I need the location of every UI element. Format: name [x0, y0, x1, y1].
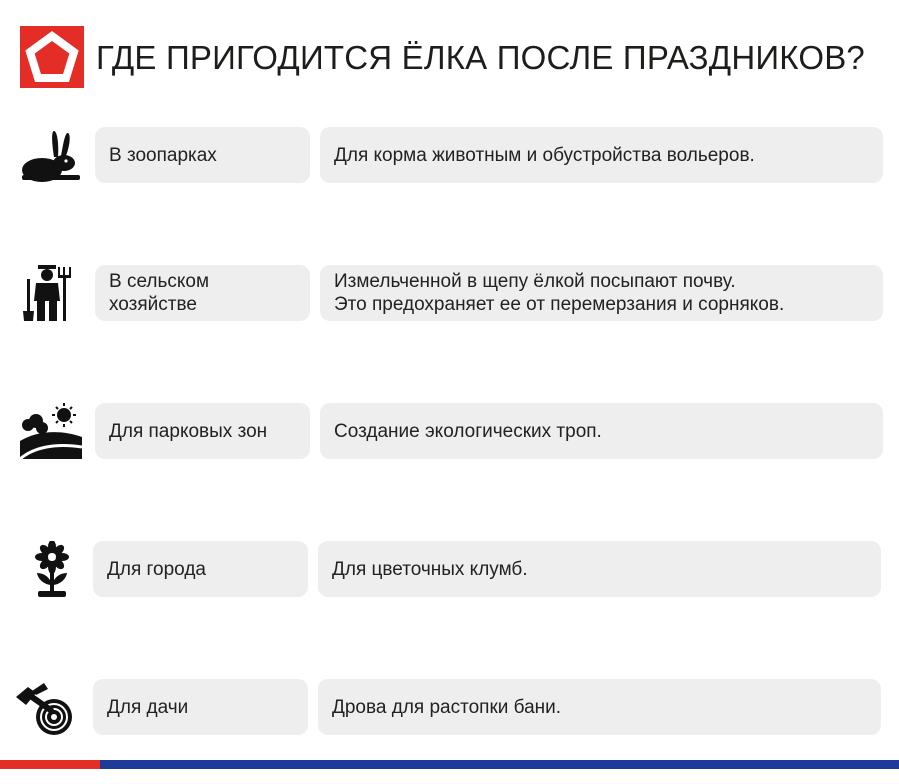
list-item	[0, 403, 899, 461]
bottom-color-bar	[0, 760, 899, 769]
use-description: Дрова для растопки бани.	[318, 679, 881, 735]
place-label: В зоопарках	[95, 127, 310, 183]
place-label: Для дачи	[93, 679, 308, 735]
farmer-icon	[16, 265, 82, 323]
red-stripe	[0, 760, 100, 769]
use-description: Создание экологических троп.	[320, 403, 883, 459]
use-description: Для цветочных клумб.	[318, 541, 881, 597]
list-item	[0, 679, 899, 737]
brand-logo	[20, 26, 84, 88]
flower-icon	[20, 541, 86, 599]
list-item	[0, 265, 899, 323]
place-label: Для города	[93, 541, 308, 597]
place-label: В сельском хозяйстве	[95, 265, 310, 321]
park-landscape-icon	[16, 403, 82, 461]
use-description: Измельченной в щепу ёлкой посыпают почву. Это предохраняет ее от перемерзания и сорняков.	[320, 265, 883, 321]
rabbit-icon	[16, 127, 82, 185]
page-title: ГДЕ ПРИГОДИТСЯ ЁЛКА ПОСЛЕ ПРАЗДНИКОВ?	[96, 39, 865, 76]
use-description: Для корма животным и обустройства вольеров.	[320, 127, 883, 183]
list-item	[0, 127, 899, 185]
list-item	[0, 541, 899, 599]
axe-log-icon	[14, 679, 80, 737]
blue-stripe	[100, 760, 899, 769]
place-label: Для парковых зон	[95, 403, 310, 459]
